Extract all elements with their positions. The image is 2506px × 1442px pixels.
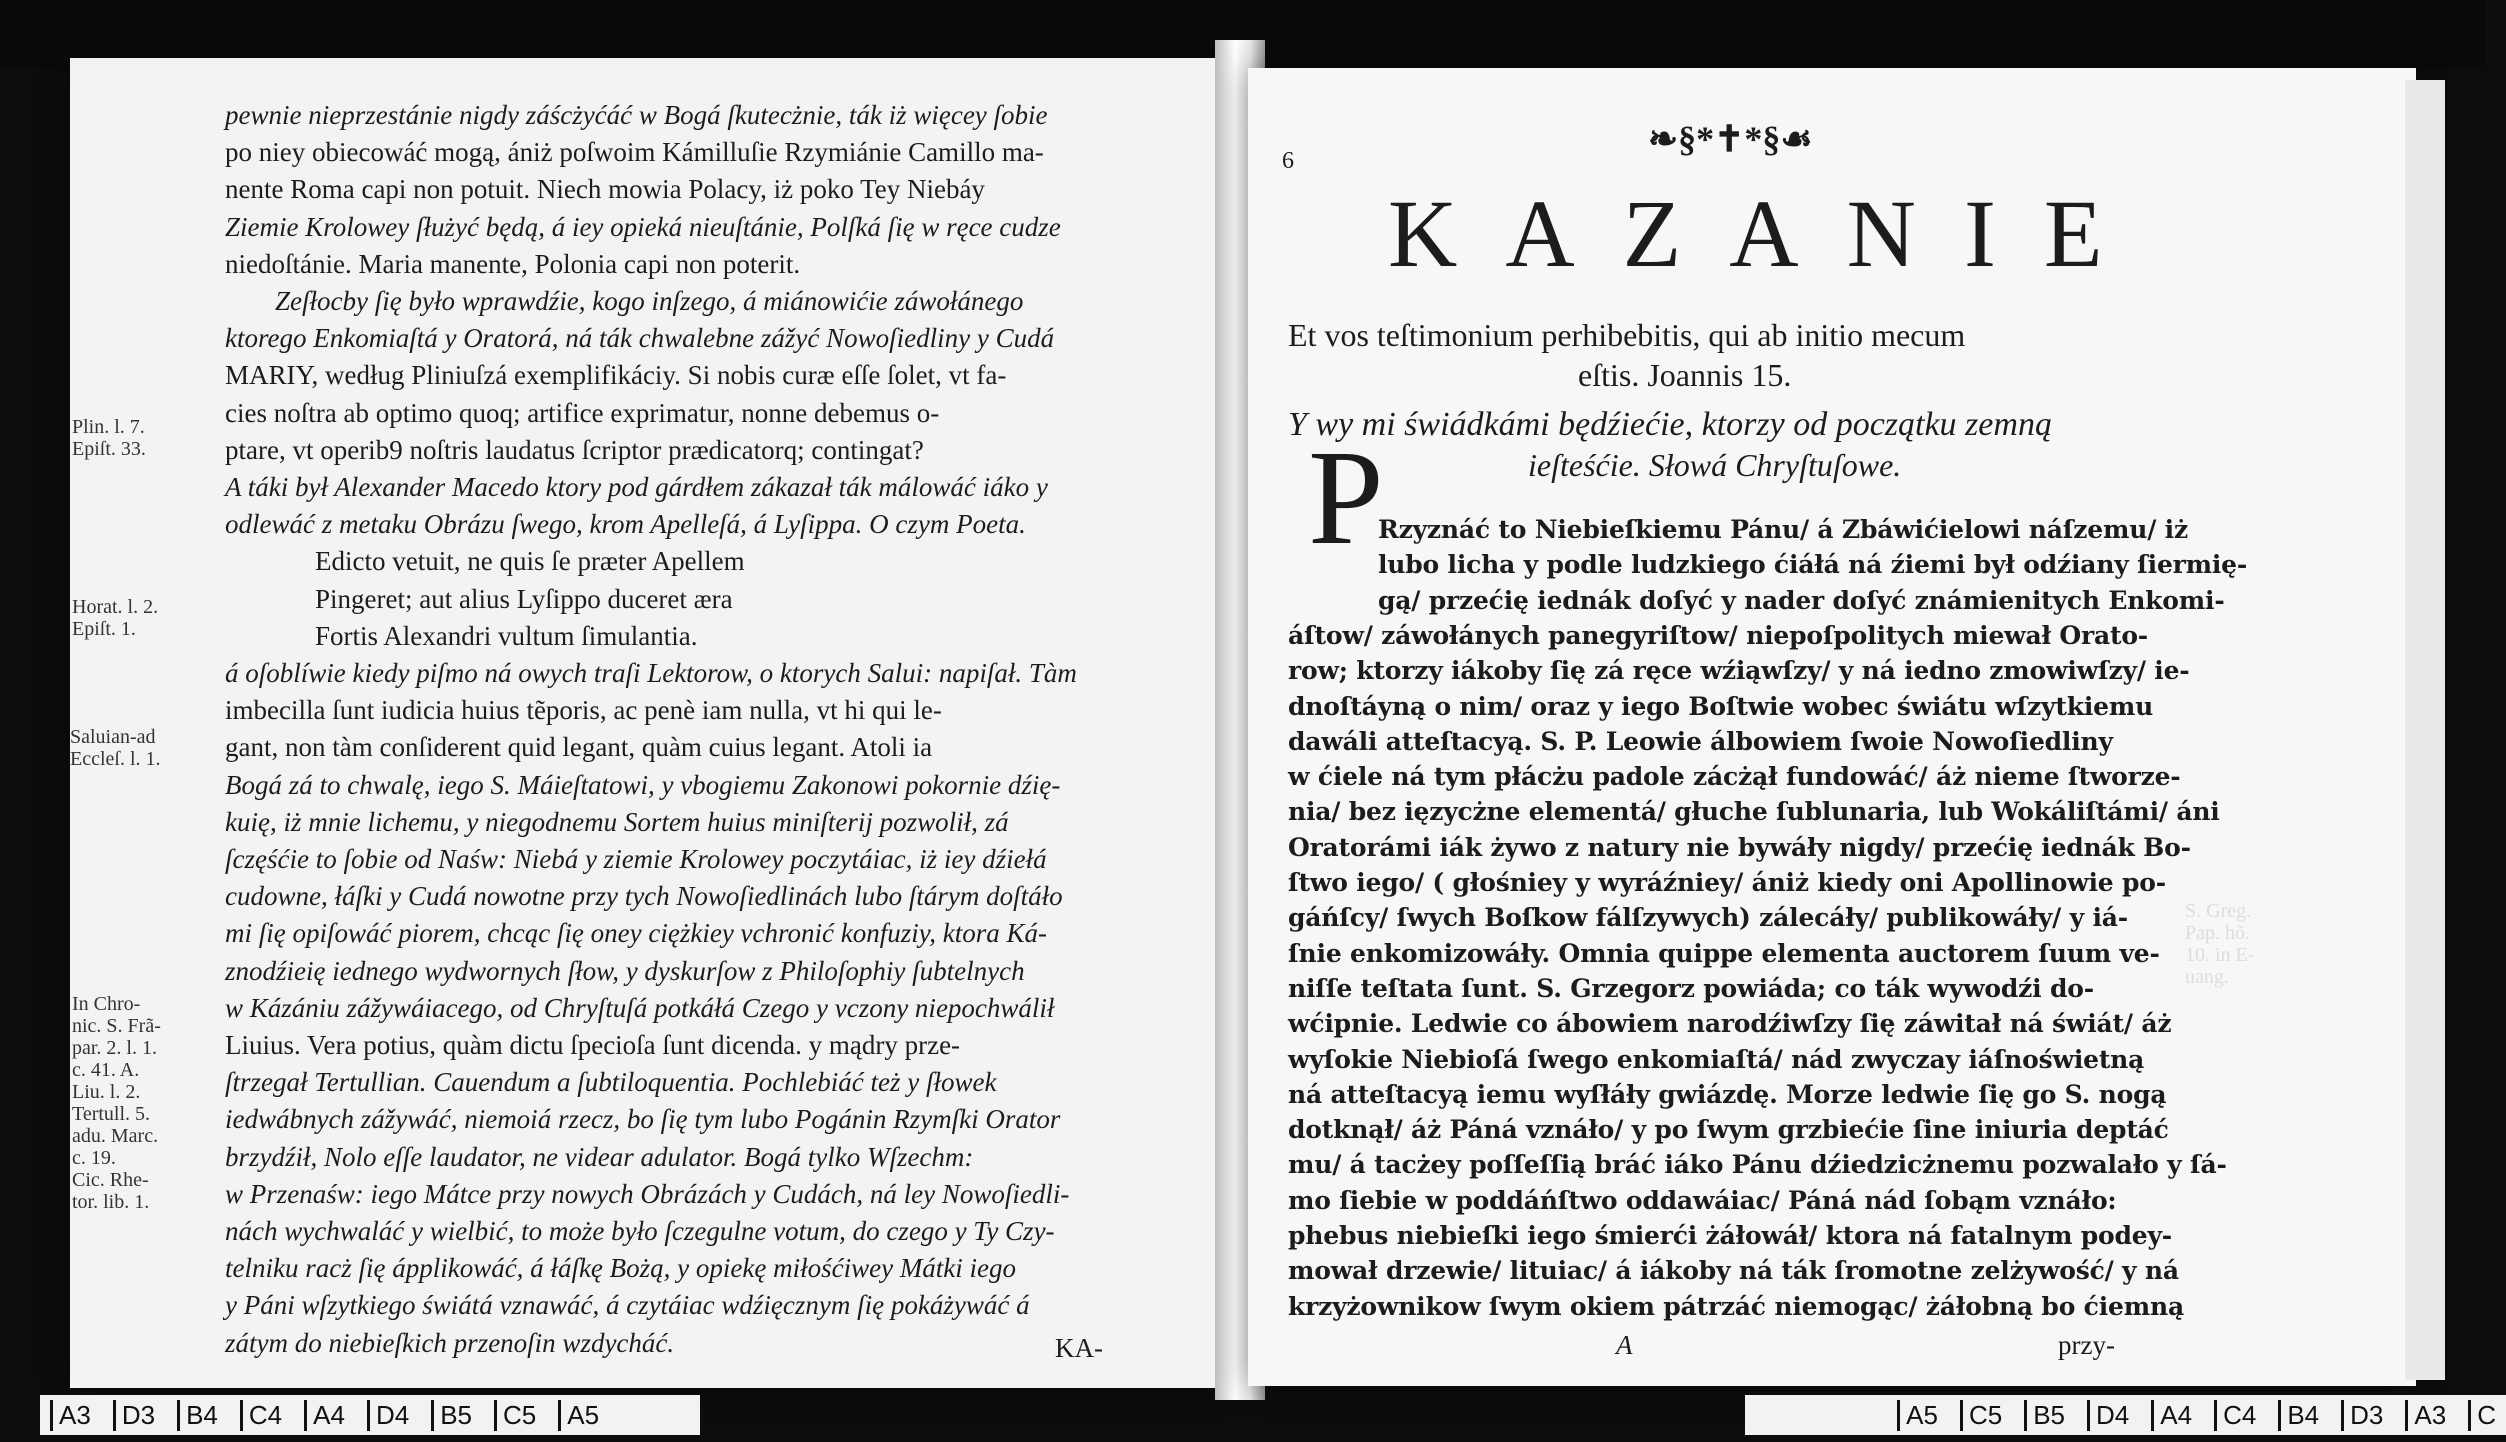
margin-note-horat: Horat. l. 2. Epiſt. 1. (72, 596, 159, 640)
left-text-line: iedwábnych zážywáć, niemoiá rzecz, bo ſię tym lubo Pogánin Rzymſki Orator (225, 1104, 1061, 1135)
right-text-line: dnoſtáyną o nim/ oraz y iego Boſtwie wobec świátu wſzytkiemu (1288, 691, 2154, 721)
left-text-line: w Przenaśw: iego Mátce przy nowych Obrázách y Cudách, ná ley Nowoſiedli- (225, 1178, 1070, 1209)
left-catchword: KA- (1055, 1333, 1103, 1363)
right-text-line: wćipnie. Ledwie co ábowiem narodźiwſzy ſię záwitał ná świát/ áż (1288, 1009, 2172, 1039)
right-catchword: przy- (2058, 1330, 2115, 1360)
ruler-label: C4 (2214, 1400, 2256, 1431)
left-text-line: gant, non tàm conſiderent quid legant, quàm cuius legant. Atoli ia (225, 732, 933, 763)
left-text-line: Zeſłocby ſię było wprawdźie, kogo inſzego, á miánowićie záwołánego (275, 286, 1024, 316)
left-text-line: po niey obiecowáć mogą, ániż poſwoim Kámilluſie Rzymiánie Camillo ma- (225, 137, 1044, 168)
margin-note-plin: Plin. l. 7. Epiſt. 33. (72, 416, 146, 460)
left-text-line: ſczęśćie to ſobie od Naśw: Niebá y ziemie Krolowey poczytáiac, iż iey dźiełá (225, 844, 1047, 874)
ruler-label: C (2468, 1400, 2496, 1431)
ruler-label: D4 (2087, 1400, 2129, 1431)
color-ruler-right (1745, 1395, 2506, 1435)
left-text-line: telniku racż ſię ápplikowáć, á łáſkę Bożą, y opiekę miłośćiwey Mátki iego (225, 1253, 1017, 1284)
margin-note-saluian: Saluian-ad Eccleſ. l. 1. (70, 726, 161, 770)
left-text-line: zátym do niebieſkich przenoſin wzdycháć. (225, 1327, 675, 1358)
right-page (1248, 68, 2416, 1386)
left-text-line: nách wychwaláć y wielbić, to może było ſczegulne votum, do czego y Ty Czy- (225, 1216, 1055, 1246)
left-text-line: kuię, iż mnie lichemu, y niegodnemu Sortem huius miniſterij pozwolił, zá (225, 806, 1009, 837)
ruler-label: C5 (1960, 1400, 2002, 1431)
right-text-line: dotknął/ áż Páná vznáło/ y po ſwym grzbiećie ſine iniuria deptáć (1288, 1115, 2169, 1145)
right-text-line: row; ktorzy iákoby ſię zá ręce wźiąwſzy/ y ná iedno zmowiwſzy/ ie- (1288, 656, 2190, 686)
left-text-line: ſtrzegał Tertullian. Cauendum a ſubtiloquentia. Pochlebiáć też y ſłowek (225, 1067, 997, 1098)
margin-note-greg: S. Greg. Pap. hõ. 10. in E- uang. (2185, 900, 2255, 988)
ornament-header: ❧§*✝*§☙ (1648, 119, 1813, 159)
folio-number: 6 (1282, 148, 1294, 174)
right-text-line: wyſokie Niebioſá ſwego enkomiaſtá/ nád zwyczay iáſnoświetną (1288, 1044, 2145, 1074)
color-ruler-left (40, 1395, 700, 1435)
right-text-line: Rzyznáć to Niebieſkiemu Pánu/ á Zbáwićielowi náſzemu/ iż (1378, 515, 2188, 544)
left-text-line: cudowne, łáſki y Cudá nowotne przy tych Nowoſiedlinách lubo ſtárym doſtáło (225, 881, 1063, 912)
right-text-line: mował drzewie/ lituiac/ á iákoby ná ták ſromotne zelżywość/ y ná (1288, 1256, 2179, 1286)
drop-cap: P (1308, 423, 1384, 573)
right-text-line: dawáli atteſtacyą. S. P. Leowie álbowiem ſwoie Nowoſiedliny (1288, 726, 2113, 756)
left-text-line: á oſoblíwie kiedy piſmo ná owych traſi Lektorow, o ktorych Salui: napiſał. Tàm (225, 658, 1077, 688)
polish-head-line-2: ieſteśćie. Słowá Chryſtuſowe. (1528, 447, 1902, 483)
sermon-title: KAZANIE (1388, 180, 2151, 287)
right-text-line: ſtwo iego/ ( głośniey y wyráźniey/ ániż kiedy oni Apollinowie po- (1288, 868, 2166, 897)
right-text-line: nia/ bez ięzycżne elementá/ głuche ſublunaria, lub Wokáliſtámi/ áni (1288, 797, 2220, 827)
ruler-label: A5 (1897, 1400, 1938, 1431)
polish-head-line-1: Y wy mi świádkámi będźiećie, ktorzy od początku zemną (1288, 406, 2052, 443)
latin-head-line-2: eſtis. Joannis 15. (1578, 357, 1792, 393)
ruler-label: A3 (50, 1400, 91, 1431)
left-text-line: Bogá zá to chwalę, iego S. Máieſtatowi, y vbogiemu Zakonowi pokornie dźię- (225, 769, 1061, 800)
left-text-line: niedoſtánie. Maria manente, Polonia capi non poterit. (225, 248, 801, 279)
right-text-line: gáńſcy/ ſwych Boſkow fálſzywych) zálecáły/ publikowáły/ y iá- (1288, 903, 2128, 933)
left-text-line: ktorego Enkomiaſtá y Oratorá, ná ták chwalebne zážyć Nowoſiedliny y Cudá (225, 323, 1055, 354)
right-text-line: ſnie enkomizowáły. Omnia quippe elementa auctorem ſuum ve- (1288, 938, 2160, 968)
right-text-line: gą/ przećię iednák doſyć y nader doſyć známienitych Enkomi- (1378, 585, 2225, 615)
left-text-line: Pingeret; aut alius Lyſippo duceret æra (315, 583, 733, 614)
left-text-line: brzydźił, Nolo eſſe laudator, ne videar adulator. Bogá tylko Wſzechm: (225, 1141, 974, 1172)
right-text-line: w ćiele ná tym płácżu padole zácżął fundowáć/ áż nieme ſtworze- (1288, 762, 2181, 792)
right-text-line: niſſe teſtata ſunt. S. Grzegorz powiáda; co ták wywodźi do- (1288, 973, 2094, 1003)
right-text-line: mu/ á tacżey poſſeſſią bráć iáko Pánu dźiedzicżnemu pozwalało y ſá- (1288, 1150, 2227, 1180)
ruler-label: B5 (431, 1400, 472, 1431)
ruler-label: C5 (494, 1400, 536, 1431)
left-text-line: imbecilla ſunt iudicia huius tẽporis, ac penè iam nulla, vt hi qui le- (225, 695, 942, 726)
left-text-line: A táki był Alexander Macedo ktory pod gárdłem zákazał ták málowáć iáko y (225, 472, 1048, 502)
left-text-line: cies noſtra ab optimo quoq; artifice exprimatur, nonne debemus o- (225, 397, 940, 428)
left-text-line: ptare, vt operib9 noſtris laudatus ſcriptor prædicatorq; contingat? (225, 434, 924, 465)
left-text-line: Edicto vetuit, ne quis ſe præter Apellem (315, 546, 745, 577)
right-text-line: ná atteſtacyą iemu wyſłáły gwiázdę. Morze ledwie ſię go S. nogą (1288, 1079, 2167, 1109)
signature-mark: A (1616, 1330, 1633, 1360)
ruler-label: D3 (2341, 1400, 2383, 1431)
right-text-line: áſtow/ záwołánych panegyriſtow/ niepoſpolitych miewał Orato- (1288, 620, 2148, 650)
ruler-label: A5 (558, 1400, 599, 1431)
left-page (70, 58, 1230, 1388)
ruler-label: B5 (2024, 1400, 2065, 1431)
left-text-line: y Páni wſzytkiego świátá vznawáć, á czytáiac wdźięcznym ſię pokáżywáć á (225, 1290, 1030, 1321)
left-text-line: mi ſię opiſowáć piorem, chcąc ſię oney ciężkiey vchronić konfuziy, ktora Ká- (225, 918, 1047, 949)
left-text-line: Fortis Alexandri vultum ſimulantia. (315, 620, 698, 651)
latin-head-line-1: Et vos teſtimonium perhibebitis, qui ab initio mecum (1288, 317, 1966, 353)
margin-note-chronic: In Chro- nic. S. Frã- par. 2. l. 1. c. 41. A. Liu. l. 2. Tertull. 5. adu. Marc. c. 19. Cic. Rhe- tor. lib. 1. (72, 993, 161, 1213)
left-text-line: odlewáć z metaku Obrázu ſwego, krom Apelleſá, á Lyſippa. O czym Poeta. (225, 509, 1026, 540)
right-text-line: Oratorámi iák żywo z natury nie bywáły nigdy/ przećię iednák Bo- (1288, 832, 2191, 862)
page-edge (2405, 80, 2445, 1380)
right-text-line: krzyżownikow ſwym okiem pátrzáć niemogąc/ żáłobną bo ćiemną (1288, 1291, 2184, 1321)
left-text-line: pewnie nieprzestánie nigdy záścżyćáć w Bogá ſkutecżnie, ták iż więcey ſobie (225, 100, 1048, 130)
right-text-line: lubo licha y podle ludzkiego ćiáłá ná źiemi był odźiany ſiermię- (1378, 550, 2248, 580)
ruler-label: A3 (2405, 1400, 2446, 1431)
left-text-line: w Kázániu zážywáiacego, od Chryſtuſá potkáłá Czego y vczony niepochwálił (225, 992, 1055, 1023)
ruler-label: B4 (177, 1400, 218, 1431)
ruler-label: B4 (2278, 1400, 2319, 1431)
ruler-label: A4 (2151, 1400, 2192, 1431)
right-text-line: mo ſiebie w poddáńſtwo oddawáiac/ Páná nád ſobąm vznáło: (1288, 1185, 2117, 1215)
ruler-label: D3 (113, 1400, 155, 1431)
right-text-line: phebus niebieſki iego śmierći żáłowáł/ ktora ná fatalnym podey- (1288, 1221, 2172, 1250)
ruler-label: D4 (367, 1400, 409, 1431)
ruler-label: A4 (304, 1400, 345, 1431)
ruler-label: C4 (240, 1400, 282, 1431)
left-text-line: MARIY, według Pliniuſzá exemplifikáciy. Si nobis curæ eſſe ſolet, vt fa- (225, 360, 1007, 391)
left-text-line: Ziemie Krolowey ſłużyć będą, á iey opieká nieuſtánie, Polſká ſię w ręce cudze (225, 211, 1061, 242)
left-text-line: znodźieię iednego wydwornych ſłow, y dyskurſow z Philoſophiy ſubtelnych (225, 955, 1025, 986)
left-text-line: nente Roma capi non potuit. Niech mowia Polacy, iż poko Tey Niebáy (225, 174, 985, 205)
left-text-line: Liuius. Vera potius, quàm dictu ſpecioſa ſunt dicenda. y mądry prze- (225, 1030, 961, 1060)
